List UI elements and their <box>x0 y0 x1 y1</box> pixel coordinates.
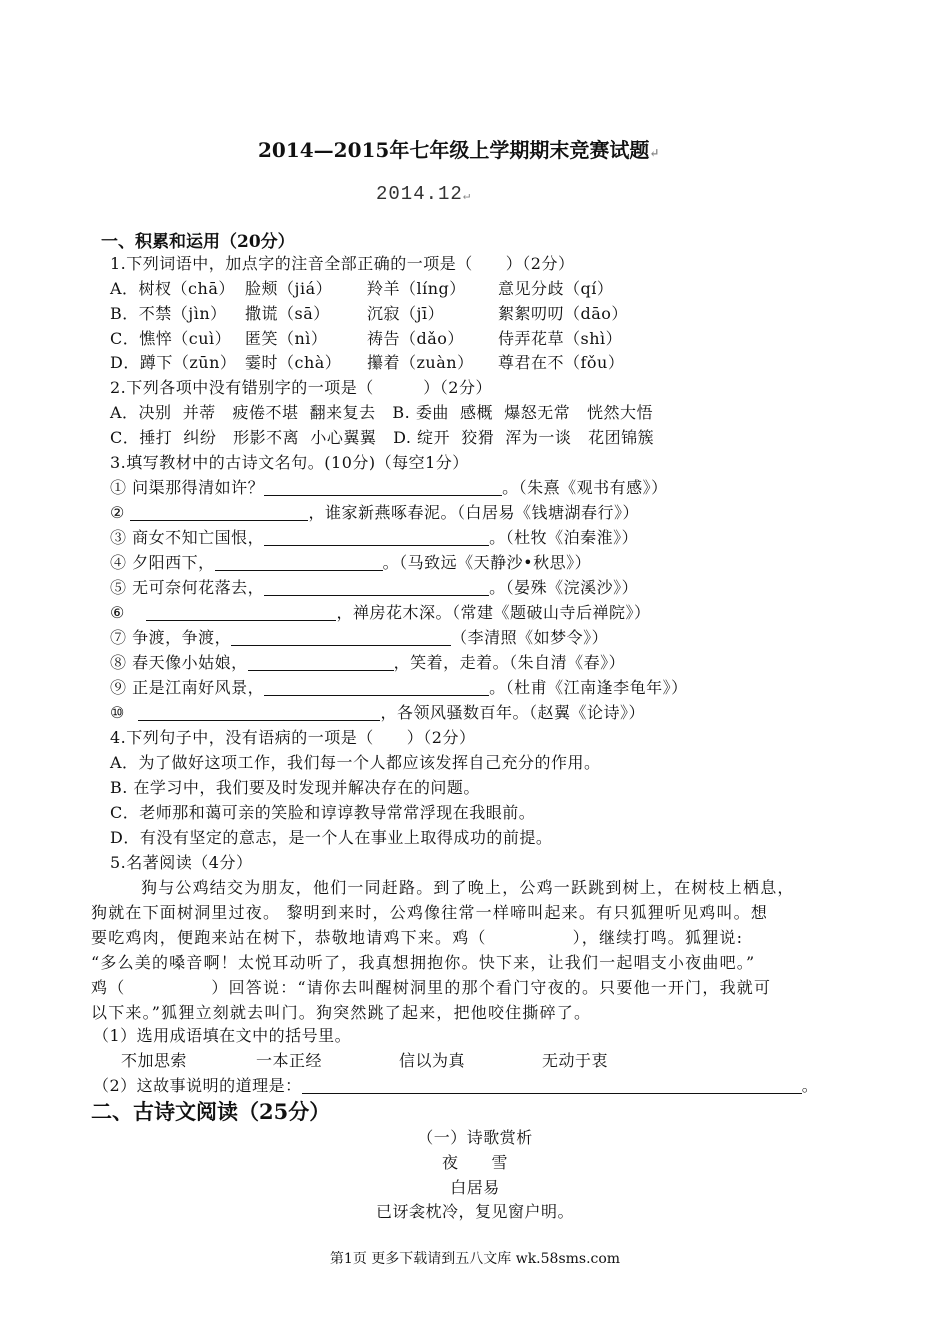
idiom-option: 不加思索 <box>121 1051 188 1070</box>
q4-stem: 4.下列句子中，没有语病的一项是（ ）（2分） <box>110 728 476 747</box>
passage-line: 狗与公鸡结交为朋友，他们一同赶路。到了晚上，公鸡一跃跳到树上，在树枝上栖息， <box>141 878 795 897</box>
q3-item-2: ② ，谁家新燕啄春泥。（白居易《钱塘湖春行》） <box>110 503 639 522</box>
q1-option-c: C．憔悴（cuì） 匿笑（nì） 祷告（dǎo） 侍弄花草（shì） <box>110 329 623 348</box>
q5-idioms <box>121 1048 608 1071</box>
answer-blank[interactable] <box>138 704 380 721</box>
q3-item-3: ③ 商女不知亡国恨， 。（杜牧《泊秦淮》） <box>110 528 639 547</box>
q4-option-c: C．老师那和蔼可亲的笑脸和谆谆教导常常浮现在我眼前。 <box>110 803 536 822</box>
passage-line: 以下来。”狐狸立刻就去叫门。狗突然跳了起来，把他咬住撕碎了。 <box>91 1003 592 1022</box>
answer-blank[interactable] <box>146 604 336 621</box>
q1-option-d: D．蹲下（zūn） 霎时（chà） 攥着（zuàn） 尊君在不（fǒu） <box>110 353 625 372</box>
poem-title: 夜 雪 <box>441 1153 508 1172</box>
idiom-option: 一本正经 <box>256 1051 323 1070</box>
section2-heading: 二、古诗文阅读（25分） <box>91 1099 331 1124</box>
answer-blank[interactable] <box>264 479 502 496</box>
answer-blank[interactable] <box>264 529 489 546</box>
answer-blank[interactable] <box>248 654 394 671</box>
q3-item-8: ⑧ 春天像小姑娘， ，笑着，走着。（朱自清《春》） <box>110 653 626 672</box>
q3-item-1: ① 问渠那得清如许？ 。（朱熹《观书有感》） <box>110 478 668 497</box>
answer-blank[interactable] <box>264 679 489 696</box>
poem-author: 白居易 <box>450 1178 500 1197</box>
section2-part: （一）诗歌赏析 <box>417 1128 533 1147</box>
q1-stem: 1.下列词语中，加点字的注音全部正确的一项是（ ）（2分） <box>110 254 575 273</box>
poem-line: 已讶衾枕冷，复见窗户明。 <box>375 1202 574 1221</box>
answer-blank[interactable] <box>264 579 489 596</box>
idiom-option: 无动于衷 <box>542 1051 609 1070</box>
section1-heading: 一、积累和运用（20分） <box>101 232 295 252</box>
q5-stem: 5.名著阅读（4分） <box>110 853 253 872</box>
exam-title: 2014—2015年七年级上学期期末竞赛试题↵ <box>258 138 660 162</box>
answer-blank[interactable] <box>215 554 383 571</box>
passage-line: 要吃鸡肉，便跑来站在树下，恭敬地请鸡下来。鸡（ ），继续打鸣。狐狸说: <box>91 928 744 947</box>
q1-option-b: B．不禁（jìn） 撒谎（sā） 沉寂（jī） 絮絮叨叨（dāo） <box>110 304 628 323</box>
q2-option-cd: C．捶打 纠纷 形影不离 小心翼翼 D. 绽开 狡猾 浑为一谈 花团锦簇 <box>110 428 655 447</box>
answer-blank[interactable] <box>302 1077 802 1094</box>
q3-stem: 3.填写教材中的古诗文名句。(10分)（每空1分） <box>110 453 469 472</box>
idiom-option: 信以为真 <box>399 1051 466 1070</box>
q3-item-6: ⑥ ，禅房花木深。（常建《题破山寺后禅院》） <box>110 603 651 622</box>
passage-line: “多么美的嗓音啊！太悦耳动听了，我真想拥抱你。快下来，让我们一起唱支小夜曲吧。” <box>91 953 756 972</box>
q4-option-a: A．为了做好这项工作，我们每一个人都应该发挥自己充分的作用。 <box>110 753 601 772</box>
q3-item-5: ⑤ 无可奈何花落去， 。（晏殊《浣溪沙》） <box>110 578 639 597</box>
q3-item-4: ④ 夕阳西下， 。（马致远《天静沙•秋思》） <box>110 553 592 572</box>
answer-blank[interactable] <box>130 504 308 521</box>
passage-line: 鸡（ ）回答说：“请你去叫醒树洞里的那个看门守夜的。只要他一开门，我就可 <box>91 978 772 997</box>
q2-stem: 2.下列各项中没有错别字的一项是（ ）（2分） <box>110 378 492 397</box>
q3-item-10: ⑩ ，各领风骚数百年。（赵翼《论诗》） <box>110 703 645 722</box>
q3-item-9: ⑨ 正是江南好风景， 。（杜甫《江南逢李龟年》） <box>110 678 688 697</box>
q3-item-7: ⑦ 争渡，争渡， （李清照《如梦令》） <box>110 628 609 647</box>
q5-sub2: （2）这故事说明的道理是： 。 <box>93 1076 819 1095</box>
q4-option-d: D．有没有坚定的意志，是一个人在事业上取得成功的前提。 <box>110 828 553 847</box>
passage-line: 狗就在下面树洞里过夜。 黎明到来时，公鸡像往常一样啼叫起来。有只狐狸听见鸡叫。想 <box>91 903 769 922</box>
page-footer: 第1页 更多下载请到五八文库 wk.58sms.com <box>329 1251 621 1267</box>
q2-option-ab: A．决别 并蒂 疲倦不堪 翻来复去 B. 委曲 感概 爆怒无常 恍然大悟 <box>110 403 653 422</box>
answer-blank[interactable] <box>231 629 451 646</box>
q5-sub1: （1）选用成语填在文中的括号里。 <box>93 1026 352 1045</box>
exam-date: 2014.12↵ <box>376 183 472 205</box>
q1-option-a: A．树杈（chā） 脸颊（jiá） 羚羊（líng） 意见分歧（qí） <box>110 279 614 298</box>
q4-option-b: B. 在学习中，我们要及时发现并解决存在的问题。 <box>110 778 480 797</box>
